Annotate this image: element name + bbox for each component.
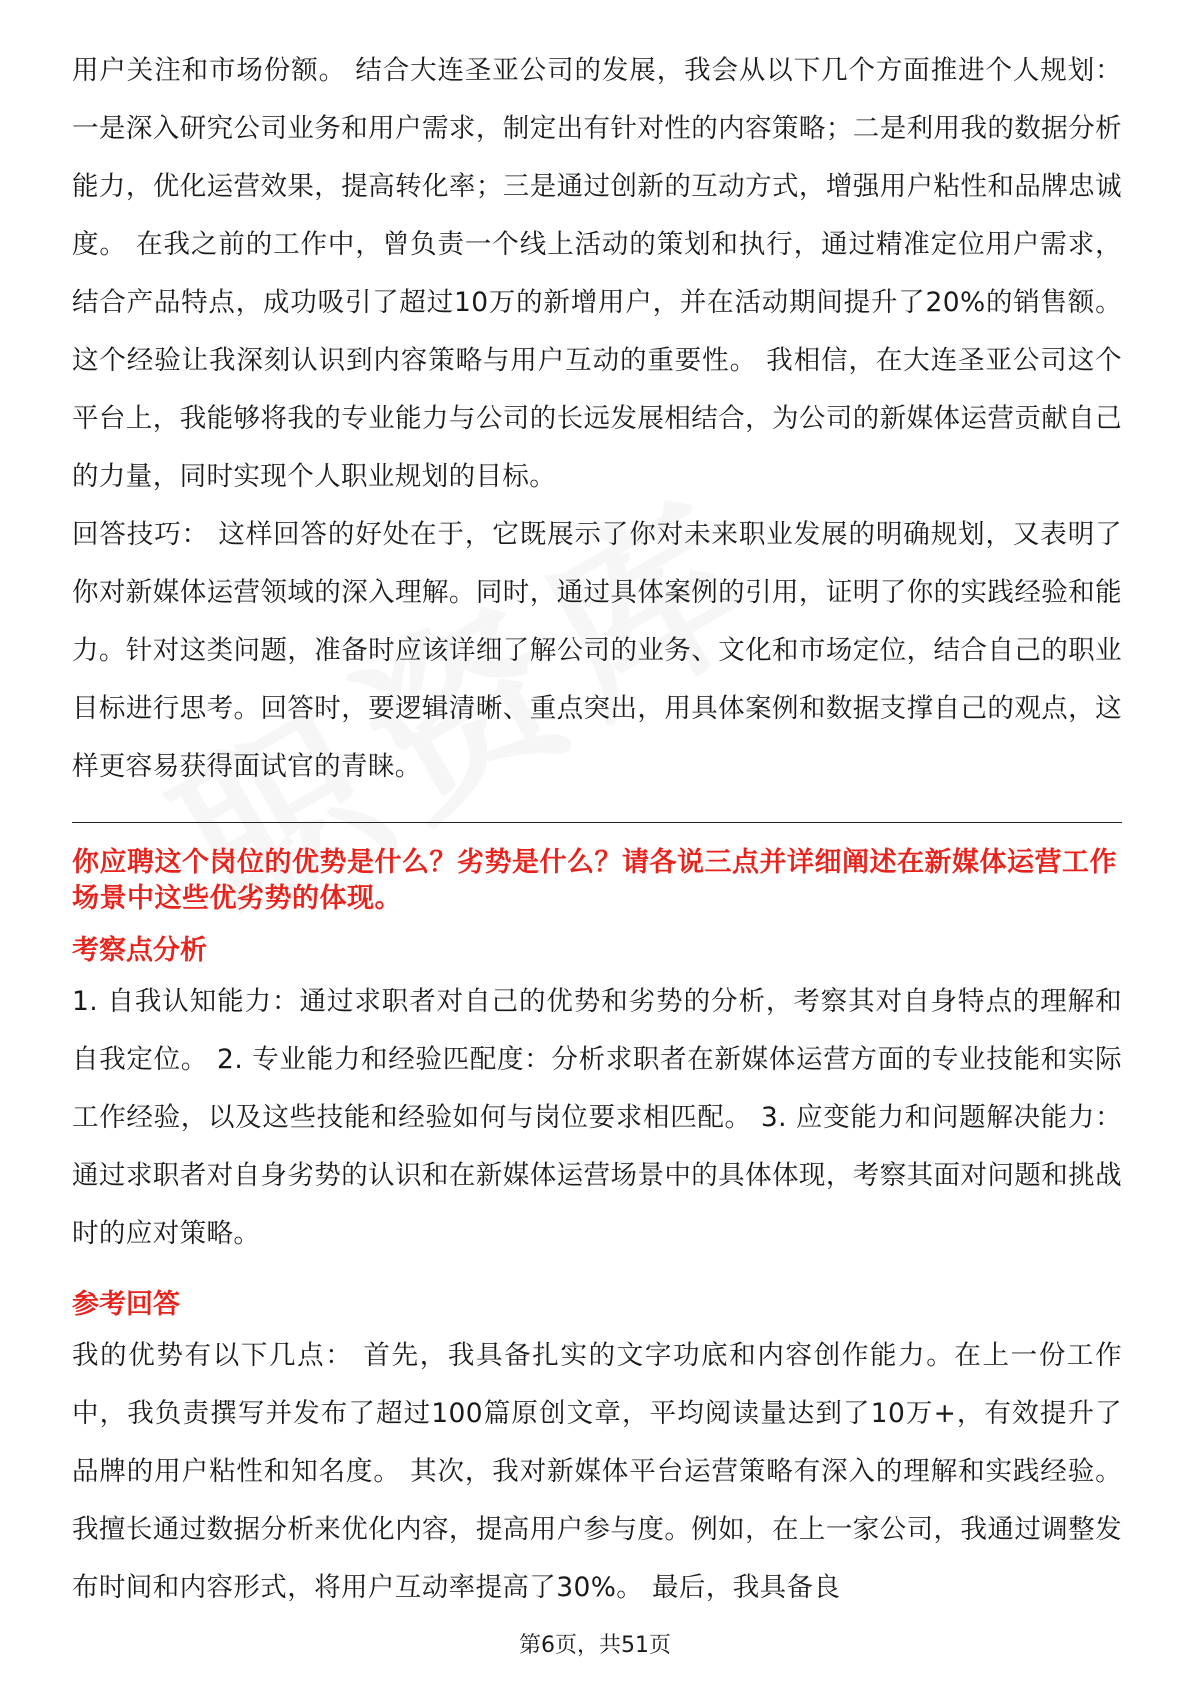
analysis-body: 1. 自我认知能力：通过求职者对自己的优势和劣势的分析，考察其对自身特点的理解和自我定位。 2. 专业能力和经验匹配度：分析求职者在新媒体运营方面的专业技能和实际工作经验，以及这些技能和经验如何与岗位要求相匹配。 3. 应变能力和问题解决能力：通过求职者对自身劣势的认识和在新媒体运营场景中的具体体现，考察其面对问题和挑战时的应对策略。 bbox=[72, 986, 1122, 1249]
continuation-paragraph: 用户关注和市场份额。 结合大连圣亚公司的发展，我会从以下几个方面推进个人规划：一是深入研究公司业务和用户需求，制定出有针对性的内容策略；二是利用我的数据分析能力，优化运营效果，提高转化率；三是通过创新的互动方式，增强用户粘性和品牌忠诚度。 在我之前的工作中，曾负责一个线上活动的策划和执行，通过精准定位用户需求，结合产品特点，成功吸引了超过10万的新增用户，并在活动期间提升了20%的销售额。这个经验让我深刻认识到内容策略与用户互动的重要性。 我相信，在大连圣亚公司这个平台上，我能够将我的专业能力与公司的长远发展相结合，为公司的新媒体运营贡献自己的力量，同时实现个人职业规划的目标。 bbox=[72, 55, 1122, 492]
document-page bbox=[72, 42, 1122, 1617]
page-footer: 第6页，共51页 bbox=[519, 1633, 671, 1658]
tip-paragraph: 回答技巧： 这样回答的好处在于，它既展示了你对未来职业发展的明确规划，又表明了你对新媒体运营领域的深入理解。同时，通过具体案例的引用，证明了你的实践经验和能力。针对这类问题，准备时应该详细了解公司的业务、文化和市场定位，结合自己的职业目标进行思考。回答时，要逻辑清晰、重点突出，用具体案例和数据支撑自己的观点，这样更容易获得面试官的青睐。 bbox=[72, 519, 1122, 782]
section-divider bbox=[72, 822, 1122, 823]
question-heading: 你应聘这个岗位的优势是什么？劣势是什么？请各说三点并详细阐述在新媒体运营工作场景中这些优劣势的体现。 bbox=[72, 847, 1117, 914]
reference-title: 参考回答 bbox=[72, 1289, 180, 1320]
analysis-title: 考察点分析 bbox=[72, 935, 207, 966]
reference-body: 我的优势有以下几点： 首先，我具备扎实的文字功底和内容创作能力。在上一份工作中，我负责撰写并发布了超过100篇原创文章，平均阅读量达到了10万+，有效提升了品牌的用户粘性和知名度。 其次，我对新媒体平台运营策略有深入的理解和实践经验。我擅长通过数据分析来优化内容，提高用户参与度。例如，在上一家公司，我通过调整发布时间和内容形式，将用户互动率提高了30%。 最后，我具备良 bbox=[72, 1340, 1122, 1603]
